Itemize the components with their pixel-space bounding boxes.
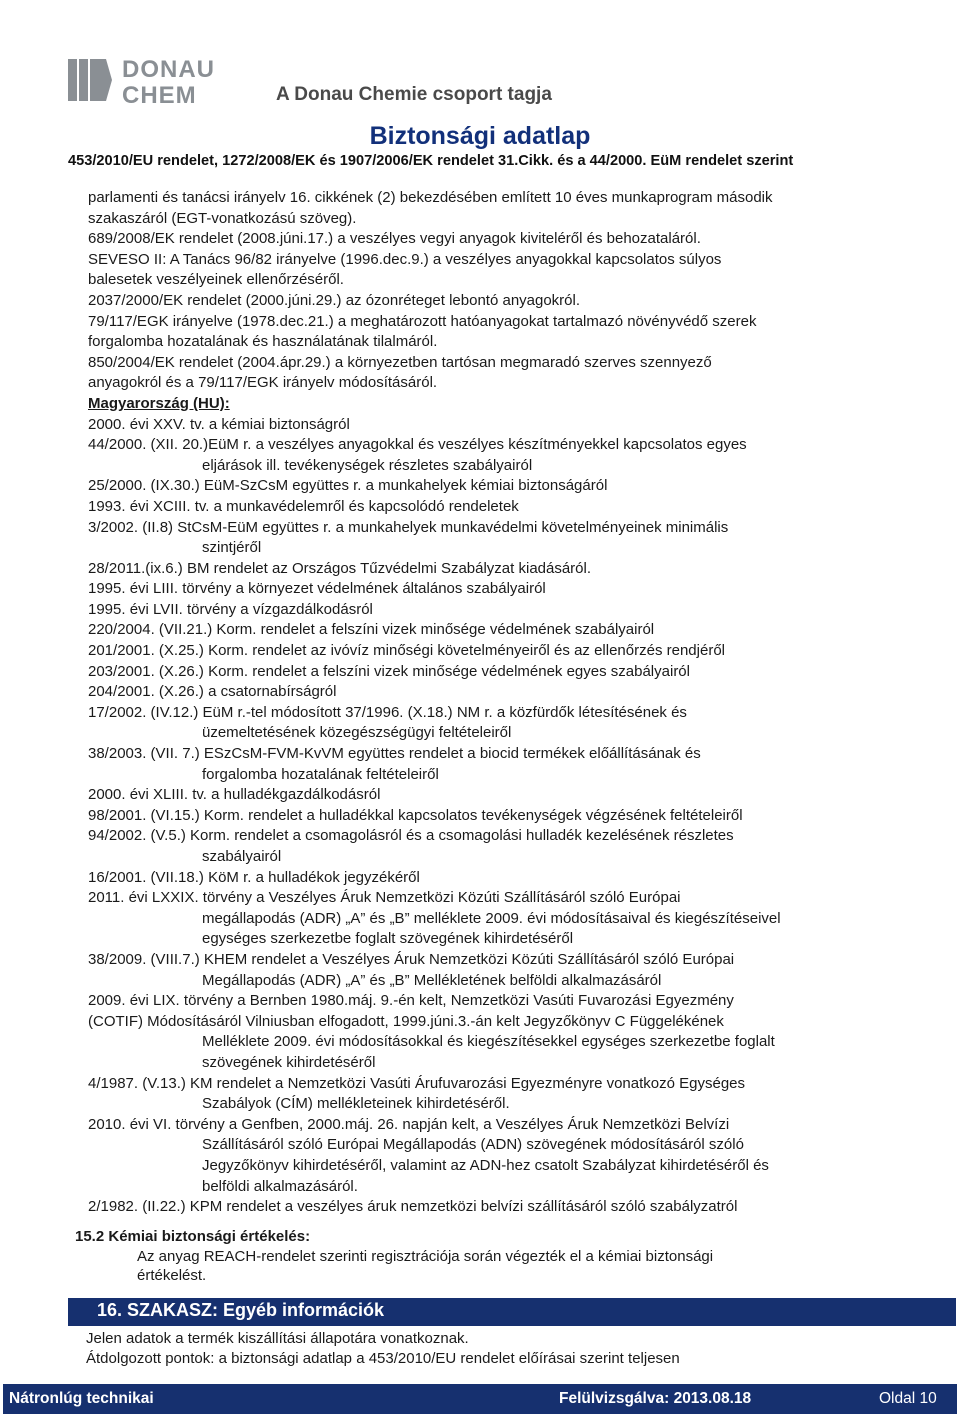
hu-heading: Magyarország (HU): (88, 394, 230, 412)
hu-line: Melléklete 2009. évi módosításokkal és kiegészítésekkel egységes szerkezetbe foglalt (202, 1033, 775, 1051)
hu-line: 2000. évi XXV. tv. a kémiai biztonságról (88, 415, 350, 433)
text-line: anyagokról és a 79/117/EGK irányelv módosításáról. (88, 374, 438, 392)
hu-line: 1995. évi LVII. törvény a vízgazdálkodásról (88, 600, 373, 618)
hu-line: üzemeltetésének közegészségügyi feltételeiről (202, 724, 512, 742)
hu-line: 98/2001. (VI.15.) Korm. rendelet a hulladékkal kapcsolatos tevékenységek végzésének feltételeiről (88, 806, 743, 824)
hu-line: 38/2009. (VIII.7.) KHEM rendelet a Veszélyes Áruk Nemzetközi Közúti Szállításáról szóló Európai (88, 950, 735, 968)
hu-line: forgalomba hozatalának feltételeiről (202, 765, 439, 783)
page-footer (3, 1384, 957, 1414)
footer-page-number: Oldal 10 (879, 1390, 937, 1407)
hu-line: Szállításáról szóló Európai Megállapodás (ADN) szövegének módosításáról szóló (202, 1136, 744, 1154)
hu-line: 2009. évi LIX. törvény a Bernben 1980.máj. 9.-én kelt, Nemzetközi Vasúti Fuvarozási Egyezmény (88, 992, 734, 1010)
text-line: 79/117/EGK irányelve (1978.dec.21.) a meghatározott hatóanyagokat tartalmazó növényvédő szerek (88, 312, 757, 330)
hu-line: Szabályok (CÍM) mellékleteinek kihirdetéséről. (202, 1095, 510, 1113)
document-subtitle: 453/2010/EU rendelet, 1272/2008/EK és 1907/2006/EK rendelet 31.Cikk. és a 44/2000. EüM rendelet szerint (68, 153, 794, 169)
section-15-2-heading: 15.2 Kémiai biztonsági értékelés: (75, 1228, 311, 1245)
company-logo (68, 55, 268, 107)
hu-line: 38/2003. (VII. 7.) ESzCsM-FVM-KvVM együttes rendelet a biocid termékek előállításának és (88, 745, 701, 763)
section-16-text: Jelen adatok a termék kiszállítási állapotára vonatkoznak. (86, 1330, 469, 1347)
hu-line: Jegyzőkönyv kihirdetéséről, valamint az ADN-hez csatolt Szabályzat kihirdetéséről és (202, 1156, 769, 1174)
hu-line: 2000. évi XLIII. tv. a hulladékgazdálkodásról (88, 786, 381, 804)
regulation-list (88, 188, 908, 1218)
hu-line: eljárások ill. tevékenységek részletes szabályairól (202, 456, 533, 474)
section-16-text: Átdolgozott pontok: a biztonsági adatlap a 453/2010/EU rendelet előírásai szerint teljesen (86, 1349, 680, 1367)
hu-line: 220/2004. (VII.21.) Korm. rendelet a felszíni vizek minősége védelmének szabályairól (88, 621, 655, 639)
document-title: Biztonsági adatlap (369, 122, 591, 150)
text-line: balesetek veszélyeinek ellenőrzéséről. (88, 271, 344, 289)
hu-line: szintjéről (202, 539, 262, 557)
logo-text-donau: DONAU (122, 56, 215, 83)
hu-line: 1993. évi XCIII. tv. a munkavédelemről és kapcsolódó rendeletek (88, 497, 519, 515)
hu-line: 204/2001. (X.26.) a csatornabírságról (88, 683, 337, 701)
text-line: 2037/2000/EK rendelet (2000.júni.29.) az ózonréteget lebontó anyagokról. (88, 291, 581, 309)
hu-line: 2/1982. (II.22.) KPM rendelet a veszélyes áruk nemzetközi belvízi szállításáról szóló szabályzatról (88, 1198, 738, 1216)
hu-line: 16/2001. (VII.18.) KöM r. a hulladékok jegyzékéről (88, 868, 420, 886)
hu-line: megállapodás (ADR) „A” és „B” melléklete 2009. évi módosításaival és kiegészítéseivel (202, 909, 781, 927)
hu-line: egységes szerkezetbe foglalt szövegének kihirdetéséről (202, 930, 574, 948)
hu-line: 4/1987. (V.13.) KM rendelet a Nemzetközi Vasúti Árufuvarozási Egyezményre vonatkozó Egységes (88, 1074, 746, 1092)
logo-mark-icon (68, 59, 112, 101)
hu-line: 1995. évi LIII. törvény a környezet védelmének általános szabályairól (88, 580, 546, 598)
hu-line: Megállapodás (ADR) „A” és „B” Mellékletének belföldi alkalmazásáról (202, 971, 662, 989)
text-line: 850/2004/EK rendelet (2004.ápr.29.) a környezetben tartósan megmaradó szerves szennyező (88, 353, 712, 371)
footer-product-name: Nátronlúg technikai (9, 1390, 154, 1407)
hu-line: 2010. évi VI. törvény a Genfben, 2000.máj. 26. napján kelt, a Veszélyes Áruk Nemzetközi Belvízi (88, 1115, 730, 1133)
section-16-title: 16. SZAKASZ: Egyéb információk (97, 1300, 385, 1320)
text-line: 689/2008/EK rendelet (2008.júni.17.) a veszélyes vegyi anyagok kiviteléről és behozataláról. (88, 230, 701, 248)
hu-line: 44/2000. (XII. 20.)EüM r. a veszélyes anyagokkal és veszélyes készítményekkel kapcsolatos egyes (88, 436, 747, 454)
hu-line: belföldi alkalmazásáról. (202, 1177, 358, 1195)
section-16-body (86, 1329, 680, 1368)
hu-line: 2011. évi LXXIX. törvény a Veszélyes Áruk Nemzetközi Közúti Szállításáról szóló Európai (88, 889, 681, 907)
hu-line: 201/2001. (X.25.) Korm. rendelet az ivóvíz minőségi követelményeiről és az ellenőrzés rendjéről (88, 642, 725, 660)
hu-line: szabályairól (202, 848, 282, 865)
text-line: szakaszáról (EGT-vonatkozású szöveg). (88, 209, 357, 227)
logo-text-chem: CHEM (122, 82, 197, 107)
text-line: SEVESO II: A Tanács 96/82 irányelve (1996.dec.9.) a veszélyes anyagokkal kapcsolatos súlyos (88, 250, 722, 268)
hu-line: (COTIF) Módosításáról Vilniusban elfogadott, 1999.júni.3.-án kelt Jegyzőkönyv C Függelékének (88, 1012, 724, 1030)
footer-revision-date: Felülvizsgálva: 2013.08.18 (559, 1390, 752, 1407)
company-tagline: A Donau Chemie csoport tagja (276, 84, 552, 105)
hu-line: 94/2002. (V.5.) Korm. rendelet a csomagolásról és a csomagolási hulladék kezelésének részletes (88, 827, 734, 845)
text-line: forgalomba hozatalának és használatának tilalmáról. (88, 333, 438, 351)
hu-line: 17/2002. (IV.12.) EüM r.-tel módosított 37/1996. (X.18.) NM r. a közfürdők létesítésének és (88, 703, 687, 721)
hu-line: 203/2001. (X.26.) Korm. rendelet a felszíni vizek minősége védelmének egyes szabályairól (88, 662, 690, 680)
section-15-2-text: Az anyag REACH-rendelet szerinti regisztrációja során végezték el a kémiai biztonsági (137, 1247, 714, 1265)
section-15-2-text: értékelést. (137, 1267, 207, 1284)
hu-line: 28/2011.(ix.6.) BM rendelet az Országos Tűzvédelmi Szabályzat kiadásáról. (88, 559, 592, 577)
text-line: parlamenti és tanácsi irányelv 16. cikkének (2) bekezdésében említett 10 éves munkaprogram második (88, 189, 773, 206)
hu-line: szövegének kihirdetéséről (202, 1053, 376, 1071)
hu-line: 3/2002. (II.8) StCsM-EüM együttes r. a munkahelyek munkavédelmi követelményeinek minimális (88, 518, 729, 536)
hu-line: 25/2000. (IX.30.) EüM-SzCsM együttes r. a munkahelyek kémiai biztonságáról (88, 477, 608, 495)
section-15-2 (75, 1227, 855, 1286)
